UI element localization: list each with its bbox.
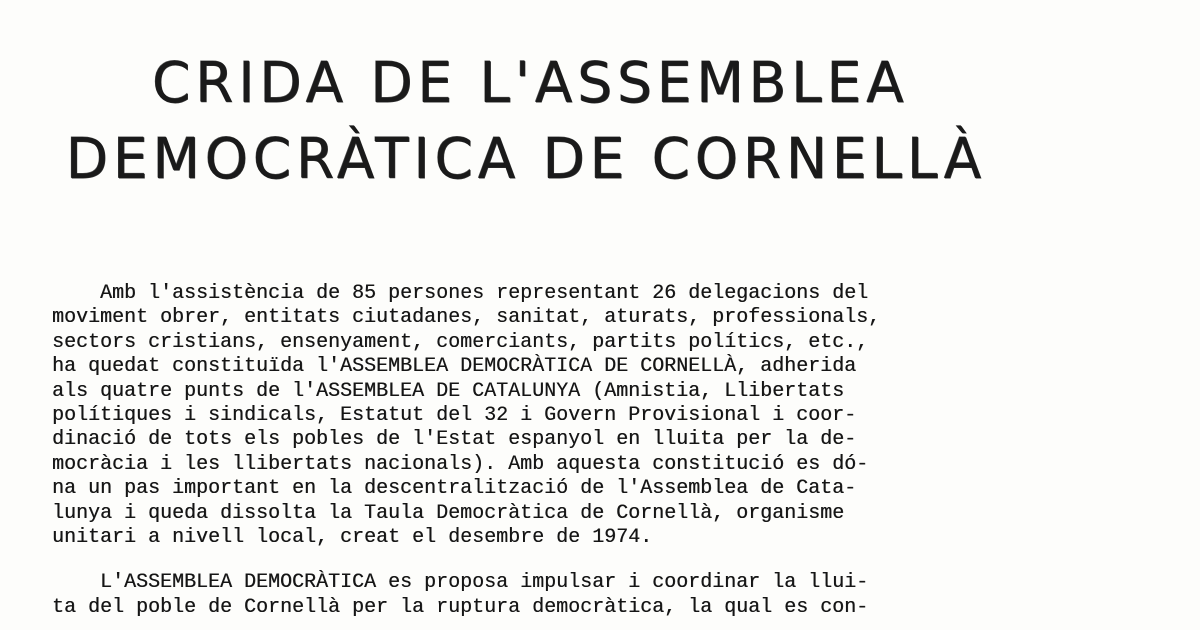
title-line: CRIDA DE L'ASSEMBLEA <box>152 51 909 116</box>
text-line: ta del poble de Cornellà per la ruptura democràtica, la qual es con- <box>52 595 869 619</box>
title-line: DEMOCRÀTICA DE CORNELLÀ <box>65 127 987 192</box>
text-line: Amb l'assistència de 85 persones representant 26 delegacions del <box>52 282 869 305</box>
text-line: ha quedat constituïda l'ASSEMBLEA DEMOCRÀTICA DE CORNELLÀ, adherida <box>52 355 857 379</box>
document-body <box>52 282 1092 620</box>
document-title <box>58 46 1136 198</box>
text-line: polítiques i sindicals, Estatut del 32 i Govern Provisional i coor- <box>52 404 857 428</box>
text-line: lunya i queda dissolta la Taula Democràtica de Cornellà, organisme <box>52 501 845 525</box>
text-line: unitari a nivell local, creat el desembre de 1974. <box>52 526 653 550</box>
text-line: moviment obrer, entitats ciutadanes, sanitat, aturats, professionals, <box>52 306 881 330</box>
text-line: mocràcia i les llibertats nacionals). Amb aquesta constitució es dó- <box>52 452 869 476</box>
text-line: dinació de tots els pobles de l'Estat espanyol en lluita per la de- <box>52 428 857 452</box>
paragraph-2 <box>52 571 1092 620</box>
text-line: L'ASSEMBLEA DEMOCRÀTICA es proposa impulsar i coordinar la llui- <box>52 571 869 595</box>
text-line: als quatre punts de l'ASSEMBLEA DE CATALUNYA (Amnistia, Llibertats <box>52 379 845 403</box>
paragraph-1 <box>52 282 1092 550</box>
text-line: sectors cristians, ensenyament, comerciants, partits polítics, etc., <box>52 330 869 354</box>
text-line: na un pas important en la descentralització de l'Assemblea de Cata- <box>52 477 857 501</box>
